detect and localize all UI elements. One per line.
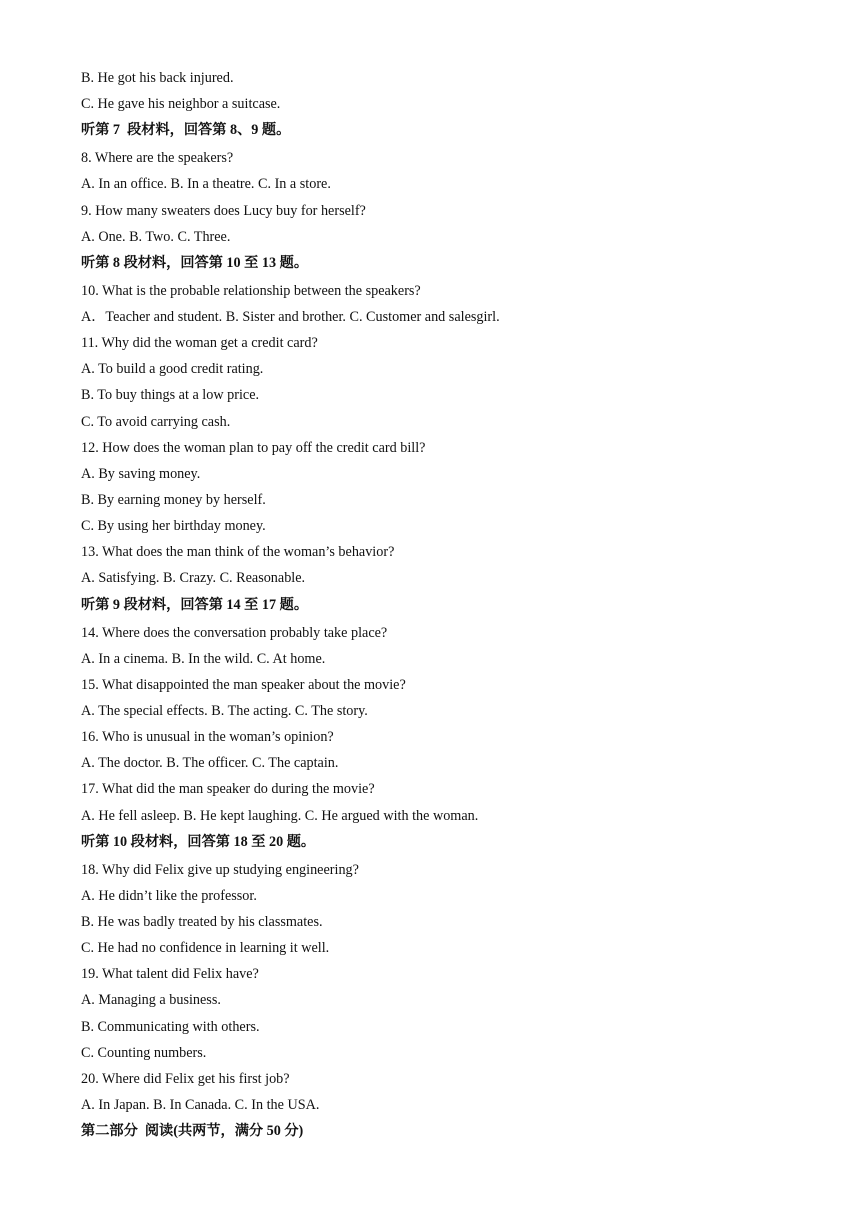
question-text: 19. What talent did Felix have? — [81, 966, 259, 983]
question-text: 16. Who is unusual in the woman’s opinion? — [81, 729, 334, 746]
section-heading: 听第 10 段材料，回答第 18 至 20 题。 — [81, 833, 316, 850]
answer-options: A. He didn’t like the professor. — [81, 887, 257, 904]
answer-options: A. In Japan. B. In Canada. C. In the USA. — [81, 1096, 320, 1113]
question-text: 12. How does the woman plan to pay off the credit card bill? — [81, 439, 426, 456]
answer-options: A. In a cinema. B. In the wild. C. At home. — [81, 650, 326, 667]
answer-options: A. Satisfying. B. Crazy. C. Reasonable. — [81, 570, 306, 587]
section-heading: 听第 8 段材料，回答第 10 至 13 题。 — [81, 254, 309, 271]
answer-options: B. To buy things at a low price. — [81, 387, 260, 404]
section-heading: 听第 9 段材料，回答第 14 至 17 题。 — [81, 596, 309, 613]
section-heading: 听第 7 段材料，回答第 8、9 题。 — [81, 122, 291, 139]
answer-options: A. One. B. Two. C. Three. — [81, 228, 231, 245]
question-text: 9. How many sweaters does Lucy buy for herself? — [81, 202, 366, 219]
answer-options: A. By saving money. — [81, 465, 201, 482]
answer-options: B. By earning money by herself. — [81, 491, 266, 508]
answer-options: C. He had no confidence in learning it well. — [81, 940, 330, 957]
answer-options: C. Counting numbers. — [81, 1044, 207, 1061]
question-text: 11. Why did the woman get a credit card? — [81, 335, 318, 352]
answer-options: A. To build a good credit rating. — [81, 361, 264, 378]
question-text: 8. Where are the speakers? — [81, 150, 234, 167]
answer-options: C. To avoid carrying cash. — [81, 413, 231, 430]
answer-options: C. He gave his neighbor a suitcase. — [81, 96, 281, 113]
section-heading: 第二部分 阅读(共两节，满分 50 分) — [81, 1123, 304, 1140]
answer-options: B. Communicating with others. — [81, 1018, 260, 1035]
question-text: 18. Why did Felix give up studying engineering? — [81, 861, 359, 878]
question-text: 14. Where does the conversation probably take place? — [81, 624, 388, 641]
answer-options: C. By using her birthday money. — [81, 518, 266, 535]
answer-options: A. He fell asleep. B. He kept laughing. C. He argued with the woman. — [81, 807, 479, 824]
answer-options: B. He was badly treated by his classmates. — [81, 913, 323, 930]
answer-options: A. In an office. B. In a theatre. C. In a store. — [81, 176, 331, 193]
answer-options: A. The special effects. B. The acting. C. The story. — [81, 702, 368, 719]
answer-options: A. The doctor. B. The officer. C. The captain. — [81, 755, 339, 772]
answer-options: A．Teacher and student. B. Sister and brother. C. Customer and salesgirl. — [81, 308, 500, 325]
question-text: 13. What does the man think of the woman’s behavior? — [81, 544, 395, 561]
answer-options: B. He got his back injured. — [81, 70, 234, 86]
document-body — [81, 67, 821, 1148]
question-text: 15. What disappointed the man speaker about the movie? — [81, 676, 406, 693]
question-text: 20. Where did Felix get his first job? — [81, 1070, 290, 1087]
question-text: 17. What did the man speaker do during the movie? — [81, 781, 375, 798]
question-text: 10. What is the probable relationship between the speakers? — [81, 282, 421, 299]
answer-options: A. Managing a business. — [81, 992, 221, 1009]
